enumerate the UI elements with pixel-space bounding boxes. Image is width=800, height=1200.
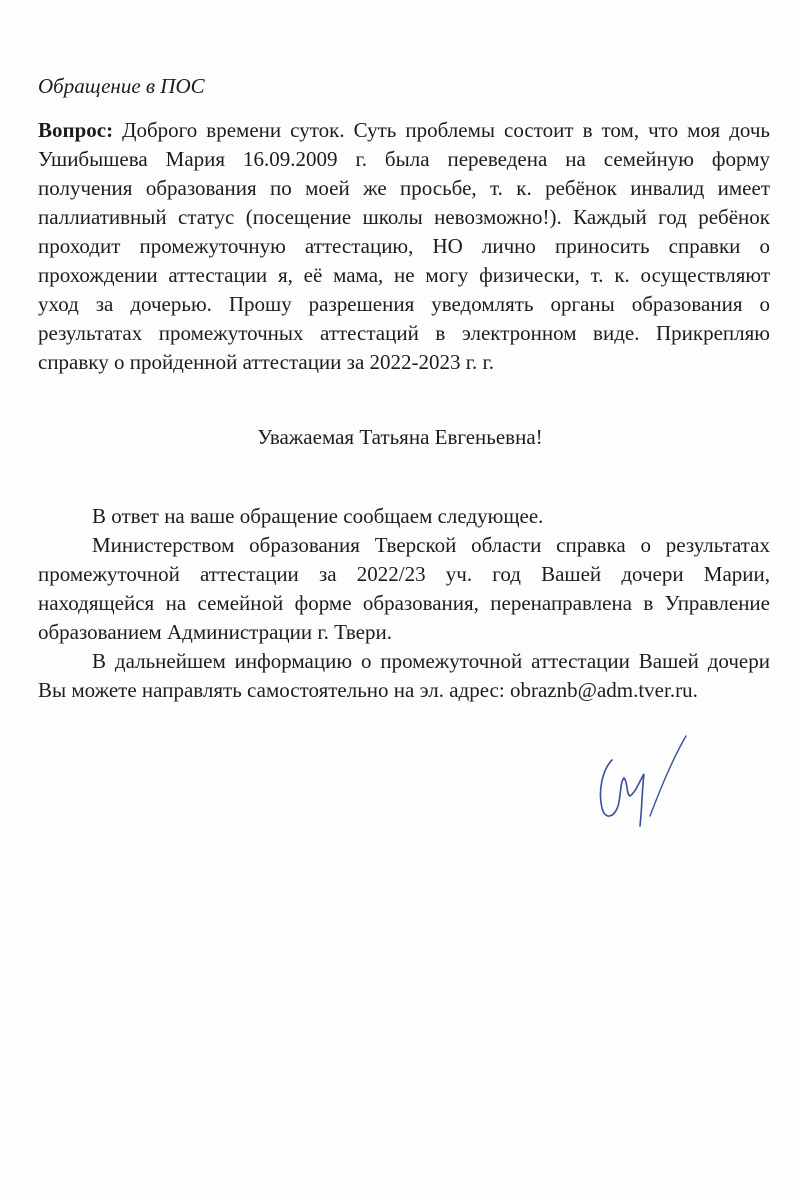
answer-line: Вы можете направлять самостоятельно на эл. адрес: obraznb@adm.tver.ru. bbox=[38, 678, 698, 702]
question-line: уход за дочерью. Прошу разрешения уведомлять органы образования о bbox=[38, 292, 770, 316]
question-line: получения образования по моей же просьбе, т. к. ребёнок инвалид имеет bbox=[38, 176, 770, 200]
answer-line: В ответ на ваше обращение сообщаем следующее. bbox=[92, 504, 544, 528]
answer-line: В дальнейшем информацию о промежуточной аттестации Вашей дочери bbox=[92, 649, 770, 673]
answer-block bbox=[38, 502, 770, 705]
answer-line: Министерством образования Тверской области справка о результатах bbox=[92, 533, 770, 557]
handwritten-signature bbox=[580, 730, 700, 830]
question-line: прохождении аттестации я, её мама, не могу физически, т. к. осуществляют bbox=[38, 263, 770, 287]
document-title: Обращение в ПОС bbox=[38, 74, 205, 98]
question-line: Ушибышева Мария 16.09.2009 г. была переведена на семейную форму bbox=[38, 147, 770, 171]
question-line: проходит промежуточную аттестацию, НО лично приносить справки о bbox=[38, 234, 770, 258]
signature-stroke bbox=[650, 736, 686, 816]
answer-line: находящейся на семейной форме образования, перенаправлена в Управление bbox=[38, 591, 770, 615]
question-line: справку о пройденной аттестации за 2022-2023 г. г. bbox=[38, 350, 495, 374]
question-line: Вопрос: Доброго времени суток. Суть проблемы состоит в том, что моя дочь bbox=[38, 118, 770, 142]
question-line: паллиативный статус (посещение школы невозможно!). Каждый год ребёнок bbox=[38, 205, 770, 229]
greeting: Уважаемая Татьяна Евгеньевна! bbox=[257, 425, 543, 449]
signature-stroke bbox=[600, 760, 644, 826]
answer-line: промежуточной аттестации за 2022/23 уч. год Вашей дочери Марии, bbox=[38, 562, 770, 586]
question-line: результатах промежуточных аттестаций в электронном виде. Прикрепляю bbox=[38, 321, 770, 345]
question-label: Вопрос: bbox=[38, 118, 114, 142]
question-block bbox=[38, 116, 770, 377]
answer-line: образованием Администрации г. Твери. bbox=[38, 620, 392, 644]
